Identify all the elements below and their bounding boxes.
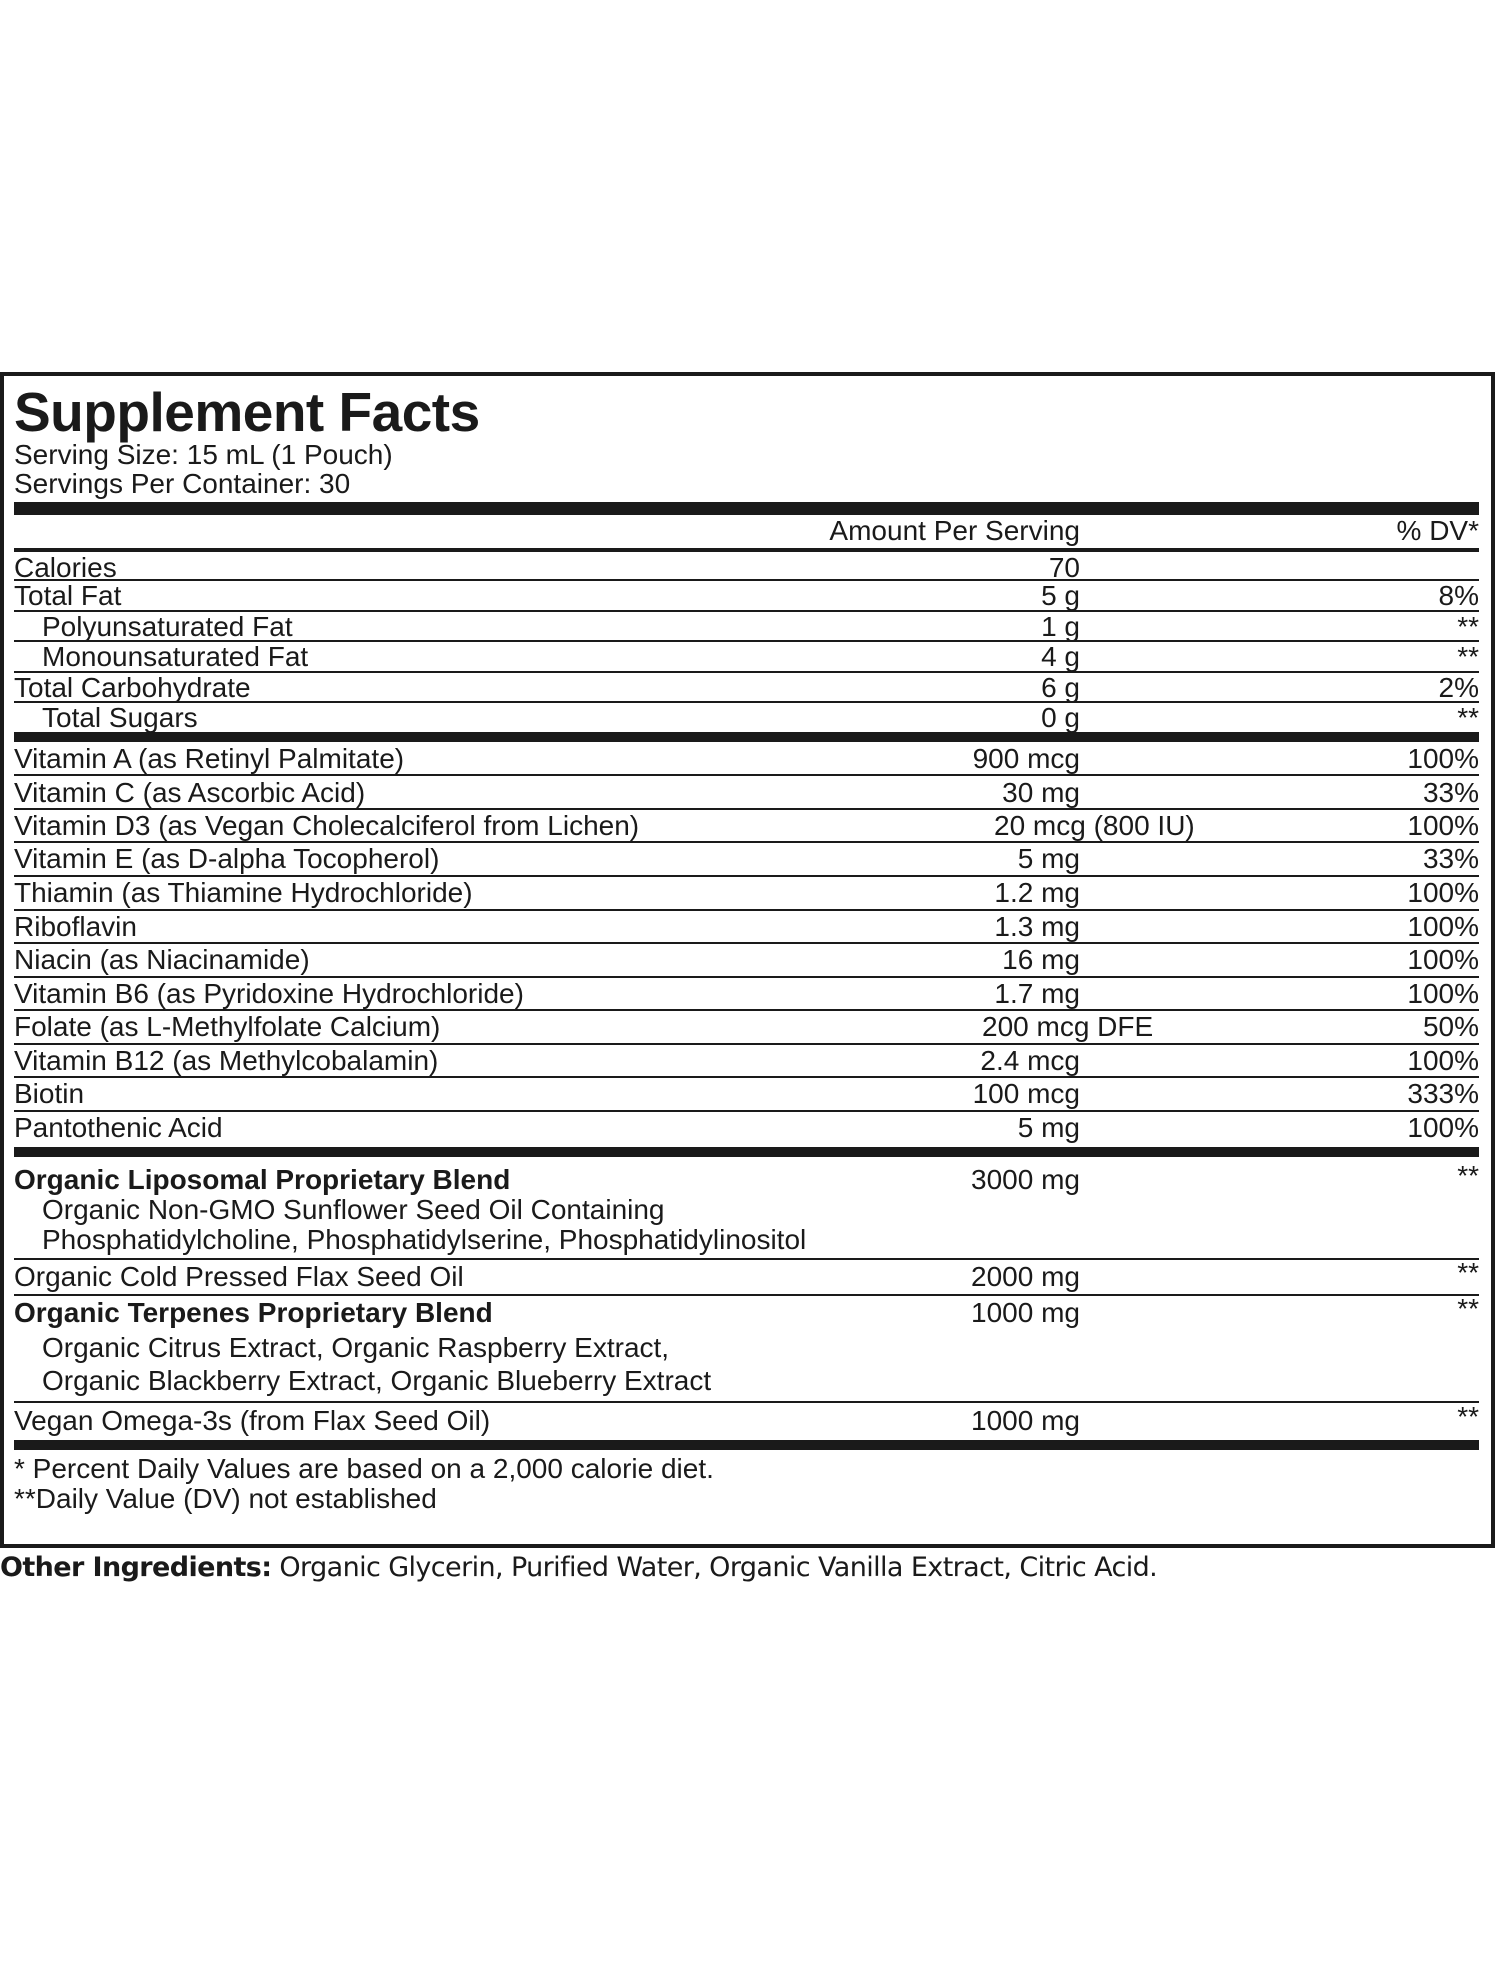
blend-amount: 1000 mg bbox=[971, 1297, 1080, 1328]
blend-ingredients-line: Organic Non-GMO Sunflower Seed Oil Containing bbox=[42, 1194, 665, 1225]
nutrient-dv: 8% bbox=[1438, 580, 1479, 611]
vitamin-row bbox=[14, 1078, 1479, 1112]
divider-thick bbox=[14, 1440, 1479, 1450]
vitamin-name: Niacin (as Niacinamide) bbox=[14, 944, 310, 975]
vitamin-amount: 1.2 mg bbox=[994, 877, 1080, 908]
vitamin-dv: 33% bbox=[1422, 777, 1479, 808]
vitamin-row bbox=[14, 742, 1479, 776]
vitamin-row bbox=[14, 1112, 1479, 1147]
vitamin-name: Biotin bbox=[14, 1078, 85, 1109]
vitamin-amount: 1.7 mg bbox=[994, 978, 1080, 1009]
vitamin-row bbox=[14, 776, 1479, 810]
blend-ingredients-line: Organic Citrus Extract, Organic Raspberry Extract, bbox=[42, 1332, 670, 1363]
blend-name: Organic Cold Pressed Flax Seed Oil bbox=[14, 1261, 464, 1292]
panel-title: Supplement Facts bbox=[14, 381, 480, 443]
vitamin-name: Thiamin (as Thiamine Hydrochloride) bbox=[14, 877, 473, 908]
nutrient-row bbox=[14, 581, 1479, 612]
nutrient-amount: 5 g bbox=[1041, 580, 1080, 611]
divider-thick bbox=[14, 502, 1479, 515]
blend-row-liposomal bbox=[14, 1157, 1479, 1260]
nutrient-row bbox=[14, 703, 1479, 732]
footnote-dv: * Percent Daily Values are based on a 2,000 calorie diet. bbox=[14, 1453, 714, 1484]
nutrient-row bbox=[14, 642, 1479, 673]
vitamin-name: Vitamin B12 (as Methylcobalamin) bbox=[14, 1045, 439, 1076]
nutrient-dv: ** bbox=[1457, 611, 1479, 642]
nutrient-name: Polyunsaturated Fat bbox=[42, 611, 293, 642]
nutrient-dv: 2% bbox=[1438, 672, 1479, 703]
vitamin-amount: 16 mg bbox=[1002, 944, 1080, 975]
blend-amount: 2000 mg bbox=[971, 1261, 1080, 1292]
vitamin-row bbox=[14, 843, 1479, 877]
vitamin-dv: 100% bbox=[1407, 877, 1479, 908]
nutrient-row bbox=[14, 612, 1479, 642]
blend-ingredients-line: Phosphatidylcholine, Phosphatidylserine, Phosphatidylinositol bbox=[42, 1224, 807, 1255]
vitamin-amount: 200 mcg DFE bbox=[982, 1011, 1154, 1042]
dv-header: % DV* bbox=[1396, 515, 1479, 546]
vitamin-row bbox=[14, 810, 1479, 843]
blend-row-flax bbox=[14, 1257, 1479, 1296]
blend-dv: ** bbox=[1457, 1293, 1479, 1324]
vitamin-dv: 33% bbox=[1422, 843, 1479, 874]
vitamin-name: Vitamin C (as Ascorbic Acid) bbox=[14, 777, 366, 808]
vitamin-row bbox=[14, 911, 1479, 944]
vitamin-amount: 30 mg bbox=[1002, 777, 1080, 808]
divider-thick bbox=[14, 732, 1479, 742]
vitamin-row bbox=[14, 1011, 1479, 1045]
vitamin-dv: 333% bbox=[1407, 1078, 1479, 1109]
supplement-facts-panel bbox=[0, 372, 1495, 1548]
amount-header: Amount Per Serving bbox=[829, 515, 1080, 546]
nutrient-amount: 70 bbox=[1048, 552, 1080, 583]
vitamin-dv: 100% bbox=[1407, 810, 1479, 841]
vitamin-dv: 100% bbox=[1407, 944, 1479, 975]
nutrient-amount: 1 g bbox=[1041, 611, 1080, 642]
blend-dv: ** bbox=[1457, 1257, 1479, 1288]
vitamin-amount: 5 mg bbox=[1017, 1112, 1080, 1143]
vitamin-amount: 1.3 mg bbox=[994, 911, 1080, 942]
nutrient-name: Calories bbox=[14, 552, 117, 583]
vitamin-name: Riboflavin bbox=[14, 911, 137, 942]
blend-row-omega bbox=[14, 1403, 1479, 1440]
vitamin-dv: 100% bbox=[1407, 911, 1479, 942]
blend-amount: 1000 mg bbox=[971, 1405, 1080, 1436]
vitamin-dv: 100% bbox=[1407, 978, 1479, 1009]
vitamin-row bbox=[14, 1045, 1479, 1078]
vitamin-dv: 100% bbox=[1407, 1112, 1479, 1143]
vitamin-amount: 900 mcg bbox=[972, 743, 1080, 774]
vitamin-name: Vitamin B6 (as Pyridoxine Hydrochloride) bbox=[14, 978, 524, 1009]
blend-dv: ** bbox=[1457, 1160, 1479, 1191]
nutrient-amount: 4 g bbox=[1041, 641, 1080, 672]
servings-per-container: Servings Per Container: 30 bbox=[14, 468, 351, 499]
vitamin-dv: 50% bbox=[1422, 1011, 1479, 1042]
blend-name: Organic Terpenes Proprietary Blend bbox=[14, 1297, 493, 1328]
vitamin-dv: 100% bbox=[1407, 1045, 1479, 1076]
blend-name: Vegan Omega-3s (from Flax Seed Oil) bbox=[14, 1405, 491, 1436]
nutrient-name: Total Sugars bbox=[42, 702, 198, 733]
nutrient-amount: 6 g bbox=[1041, 672, 1080, 703]
blend-ingredients-line: Organic Blackberry Extract, Organic Blueberry Extract bbox=[42, 1365, 712, 1396]
vitamin-name: Folate (as L-Methylfolate Calcium) bbox=[14, 1011, 441, 1042]
vitamin-name: Vitamin A (as Retinyl Palmitate) bbox=[14, 743, 405, 774]
nutrient-name: Monounsaturated Fat bbox=[42, 641, 309, 672]
vitamin-name: Pantothenic Acid bbox=[14, 1112, 223, 1143]
blend-amount: 3000 mg bbox=[971, 1164, 1080, 1195]
vitamin-name: Vitamin D3 (as Vegan Cholecalciferol from Lichen) bbox=[14, 810, 640, 841]
vitamin-amount: 5 mg bbox=[1017, 843, 1080, 874]
column-header bbox=[14, 515, 1479, 552]
nutrient-row bbox=[14, 552, 1479, 581]
nutrient-name: Total Carbohydrate bbox=[14, 672, 251, 703]
vitamin-dv: 100% bbox=[1407, 743, 1479, 774]
vitamin-name: Vitamin E (as D-alpha Tocopherol) bbox=[14, 843, 440, 874]
nutrient-name: Total Fat bbox=[14, 580, 122, 611]
vitamin-row bbox=[14, 944, 1479, 978]
nutrient-row bbox=[14, 673, 1479, 703]
vitamin-amount: 2.4 mcg bbox=[980, 1045, 1080, 1076]
footnote-not-established: **Daily Value (DV) not established bbox=[14, 1483, 437, 1514]
serving-size: Serving Size: 15 mL (1 Pouch) bbox=[14, 439, 393, 470]
blend-name: Organic Liposomal Proprietary Blend bbox=[14, 1164, 511, 1195]
vitamin-amount: 20 mcg (800 IU) bbox=[994, 810, 1195, 841]
nutrient-dv: ** bbox=[1457, 641, 1479, 672]
divider-thick bbox=[14, 1147, 1479, 1157]
footnotes bbox=[14, 1450, 1479, 1514]
other-ingredients-text: Organic Glycerin, Purified Water, Organic Vanilla Extract, Citric Acid. bbox=[271, 1552, 1158, 1583]
nutrient-amount: 0 g bbox=[1041, 702, 1080, 733]
vitamin-row bbox=[14, 978, 1479, 1011]
blend-row-terpenes bbox=[14, 1293, 1479, 1403]
nutrient-dv: ** bbox=[1457, 702, 1479, 733]
blend-dv: ** bbox=[1457, 1401, 1479, 1432]
vitamin-row bbox=[14, 877, 1479, 911]
other-ingredients-label: Other Ingredients: bbox=[0, 1552, 272, 1583]
vitamin-amount: 100 mcg bbox=[972, 1078, 1080, 1109]
other-ingredients bbox=[0, 1552, 1157, 1584]
